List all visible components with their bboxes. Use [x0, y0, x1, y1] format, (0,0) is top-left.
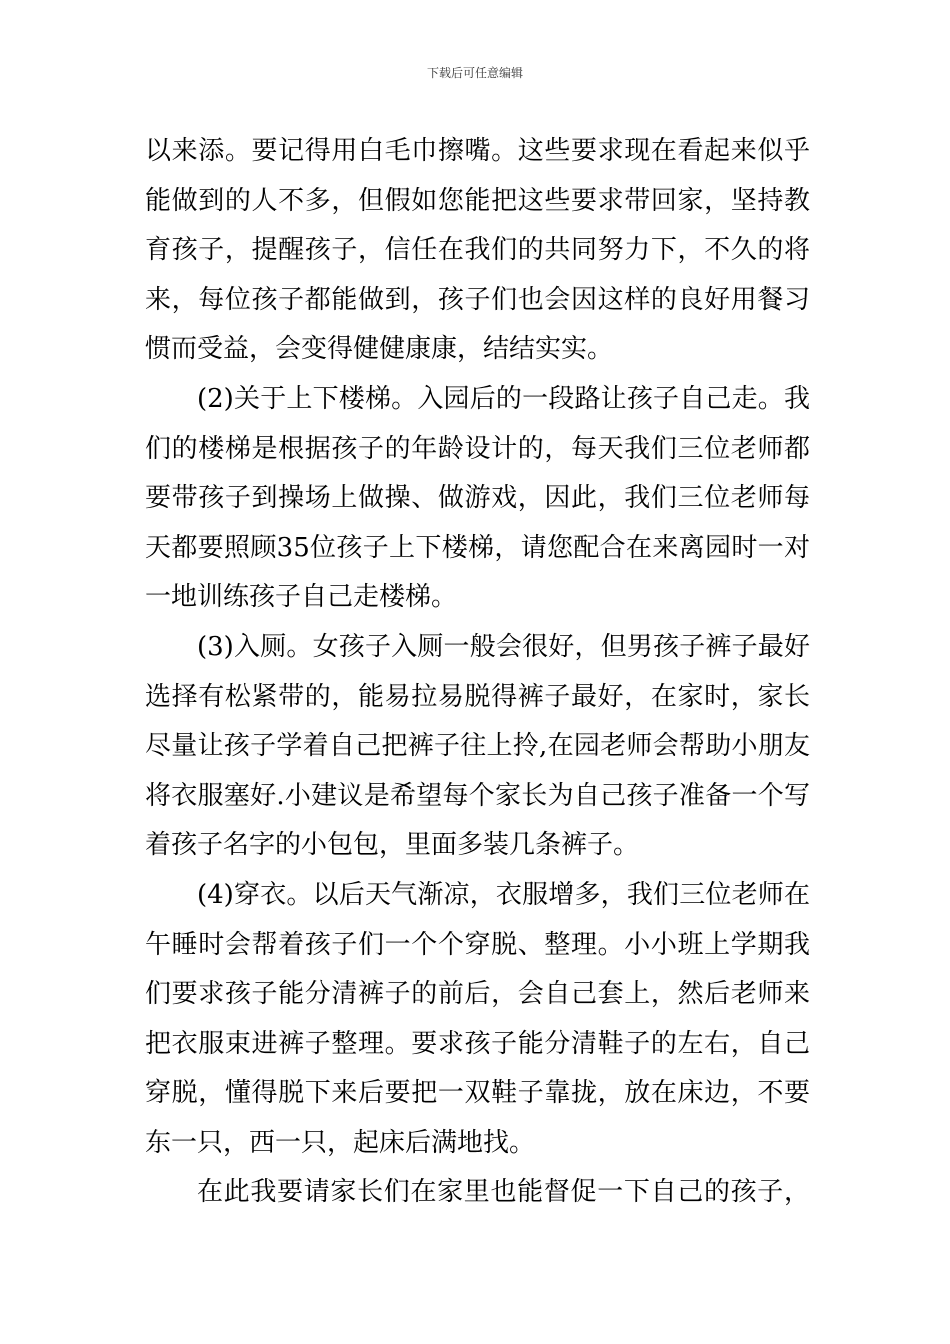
text-line: (4)穿衣。以后天气渐凉，衣服增多，我们三位老师在: [197, 879, 810, 910]
page-header-note: 下载后可任意编辑: [426, 66, 523, 80]
text-line: 一地训练孩子自己走楼梯。: [145, 582, 458, 613]
text-line: 尽量让孩子学着自己把裤子往上拎,在园老师会帮助小朋友: [145, 731, 810, 762]
text-line: 在此我要请家长们在家里也能督促一下自己的孩子，: [197, 1177, 810, 1208]
text-line: 选择有松紧带的，能易拉易脱得裤子最好，在家时，家长: [145, 681, 810, 712]
text-line: 能做到的人不多，但假如您能把这些要求带回家，坚持教: [145, 185, 810, 216]
text-line: 把衣服束进裤子整理。要求孩子能分清鞋子的左右，自己: [145, 1028, 810, 1059]
text-line: 着孩子名字的小包包，里面多装几条裤子。: [145, 830, 640, 861]
text-line: 穿脱，懂得脱下来后要把一双鞋子靠拢，放在床边，不要: [145, 1078, 810, 1109]
text-line: 东一只，西一只，起床后满地找。: [145, 1127, 536, 1158]
text-line: (3)入厕。女孩子入厕一般会很好，但男孩子裤子最好: [197, 631, 810, 662]
text-line: 惯而受益，会变得健健康康，结结实实。: [145, 334, 614, 365]
text-line: 们要求孩子能分清裤子的前后，会自己套上，然后老师来: [145, 979, 810, 1010]
text-line: 以来添。要记得用白毛巾擦嘴。这些要求现在看起来似乎: [145, 136, 810, 166]
text-line: (2)关于上下楼梯。入园后的一段路让孩子自己走。我: [197, 383, 810, 414]
text-line: 育孩子，提醒孩子，信任在我们的共同努力下，不久的将: [145, 235, 810, 266]
text-line: 天都要照顾35位孩子上下楼梯，请您配合在来离园时一对: [145, 532, 810, 563]
text-line: 要带孩子到操场上做操、做游戏，因此，我们三位老师每: [145, 483, 810, 514]
text-line: 将衣服塞好.小建议是希望每个家长为自己孩子准备一个写: [145, 780, 810, 811]
text-line: 来，每位孩子都能做到，孩子们也会因这样的良好用餐习: [145, 284, 810, 315]
text-line: 们的楼梯是根据孩子的年龄设计的，每天我们三位老师都: [145, 433, 810, 464]
text-line: 午睡时会帮着孩子们一个个穿脱、整理。小小班上学期我: [145, 929, 810, 960]
document-body: [145, 127, 810, 1218]
